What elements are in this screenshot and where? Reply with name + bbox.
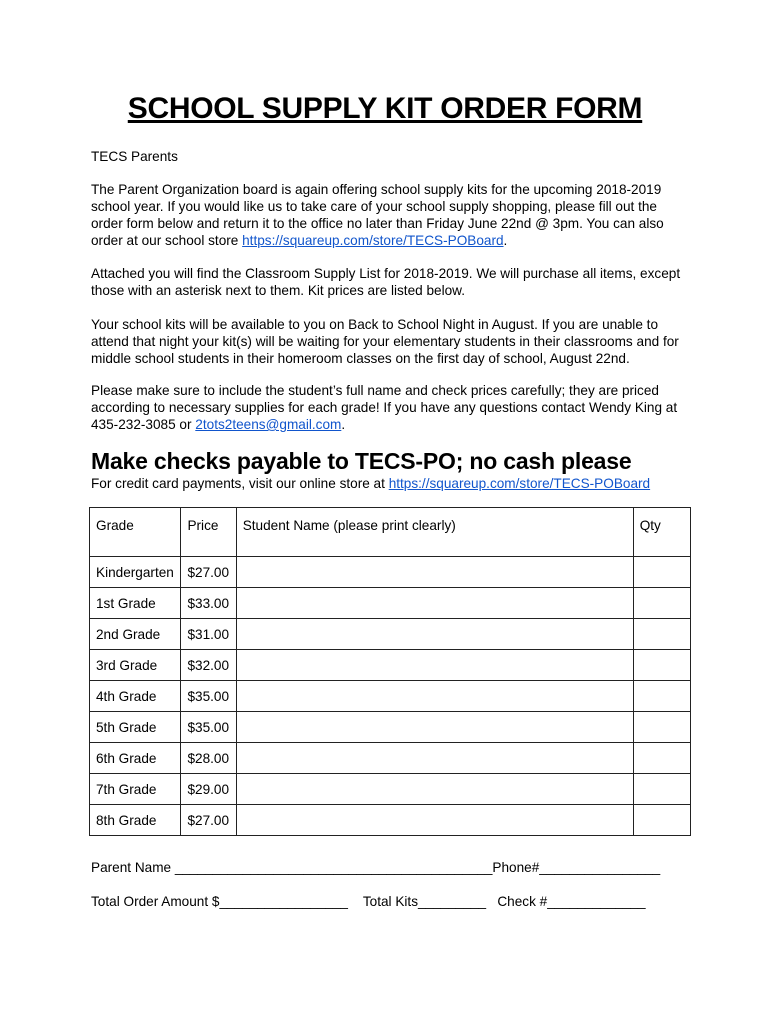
grade-column-header: Grade [90,508,181,557]
student-name-field[interactable] [236,681,633,712]
order-table [89,507,691,836]
credit-card-note: For credit card payments, visit our online store at https://squareup.com/store/TECS-POBoard [91,476,651,491]
qty-field[interactable] [633,619,690,650]
table-row [90,712,691,743]
price-cell: $27.00 [181,805,236,836]
qty-field[interactable] [633,712,690,743]
grade-cell: 3rd Grade [90,650,181,681]
table-row [90,619,691,650]
table-row [90,588,691,619]
grade-cell: 8th Grade [90,805,181,836]
online-store-link[interactable]: https://squareup.com/store/TECS-POBoard [388,476,651,491]
table-row [90,650,691,681]
grade-cell: 4th Grade [90,681,181,712]
price-cell: $28.00 [181,743,236,774]
instructions-text: Please make sure to include the student’s full name and check prices carefully; they are priced according to necessary supplies for each grade! If you have any questions contact Wendy King at 435-232-3085 or [91,383,678,432]
contact-email-link[interactable]: 2tots2teens@gmail.com [195,417,342,432]
grade-cell: 7th Grade [90,774,181,805]
instructions-paragraph: Please make sure to include the student’s full name and check prices carefully; they are priced according to necessary supplies for each grade! If you have any questions contact Wendy King at 435-232-3085 or 2tots2teens@gmail.com. [91,383,678,432]
qty-field[interactable] [633,774,690,805]
student-name-field[interactable] [236,588,633,619]
grade-cell: 2nd Grade [90,619,181,650]
grade-cell: 6th Grade [90,743,181,774]
price-cell: $31.00 [181,619,236,650]
table-header-row [90,508,691,557]
grade-cell: 5th Grade [90,712,181,743]
page-title: SCHOOL SUPPLY KIT ORDER FORM [127,92,643,125]
qty-field[interactable] [633,557,690,588]
price-cell: $35.00 [181,712,236,743]
qty-field[interactable] [633,681,690,712]
price-cell: $35.00 [181,681,236,712]
student-name-field[interactable] [236,712,633,743]
student-name-field[interactable] [236,774,633,805]
store-link[interactable]: https://squareup.com/store/TECS-POBoard [242,233,504,248]
table-row [90,557,691,588]
student-name-field[interactable] [236,650,633,681]
order-total-line[interactable]: Total Order Amount $_________________ Total Kits_________ Check #_____________ [91,894,646,909]
qty-field[interactable] [633,650,690,681]
payable-heading: Make checks payable to TECS-PO; no cash please [91,448,632,474]
price-cell: $32.00 [181,650,236,681]
table-row [90,805,691,836]
pickup-paragraph: Your school kits will be available to you on Back to School Night in August. If you are unable to attend that night your kit(s) will be waiting for your elementary students in their classrooms and for middle school students in their homeroom classes on the first day of school, August 22nd. [91,317,679,366]
student-name-field[interactable] [236,619,633,650]
parent-name-phone-line[interactable]: Parent Name __________________________________________Phone#________________ [91,860,661,875]
table-row [90,681,691,712]
qty-field[interactable] [633,588,690,619]
table-row [90,743,691,774]
qty-column-header: Qty [633,508,690,557]
grade-cell: 1st Grade [90,588,181,619]
price-cell: $29.00 [181,774,236,805]
table-row [90,774,691,805]
student-name-field[interactable] [236,557,633,588]
grade-cell: Kindergarten [90,557,181,588]
supply-list-paragraph: Attached you will find the Classroom Supply List for 2018-2019. We will purchase all items, except those with an asterisk next to them. Kit prices are listed below. [91,266,681,298]
price-column-header: Price [181,508,236,557]
intro-text: The Parent Organization board is again offering school supply kits for the upcoming 2018-2019 school year. If you would like us to take care of your school supply shopping, please fill out the order form below and return it to the office no later than Friday June 22nd @ 3pm. You can also order at our school store [91,182,664,248]
qty-field[interactable] [633,743,690,774]
student-name-field[interactable] [236,805,633,836]
price-cell: $33.00 [181,588,236,619]
student-name-field[interactable] [236,743,633,774]
intro-paragraph: The Parent Organization board is again offering school supply kits for the upcoming 2018-2019 school year. If you would like us to take care of your school supply shopping, please fill out the order form below and return it to the office no later than Friday June 22nd @ 3pm. You can also order at our school store https://squareup.com/store/TECS-POBoard. [91,182,664,248]
student-name-column-header: Student Name (please print clearly) [236,508,633,557]
qty-field[interactable] [633,805,690,836]
greeting: TECS Parents [91,149,178,164]
price-cell: $27.00 [181,557,236,588]
